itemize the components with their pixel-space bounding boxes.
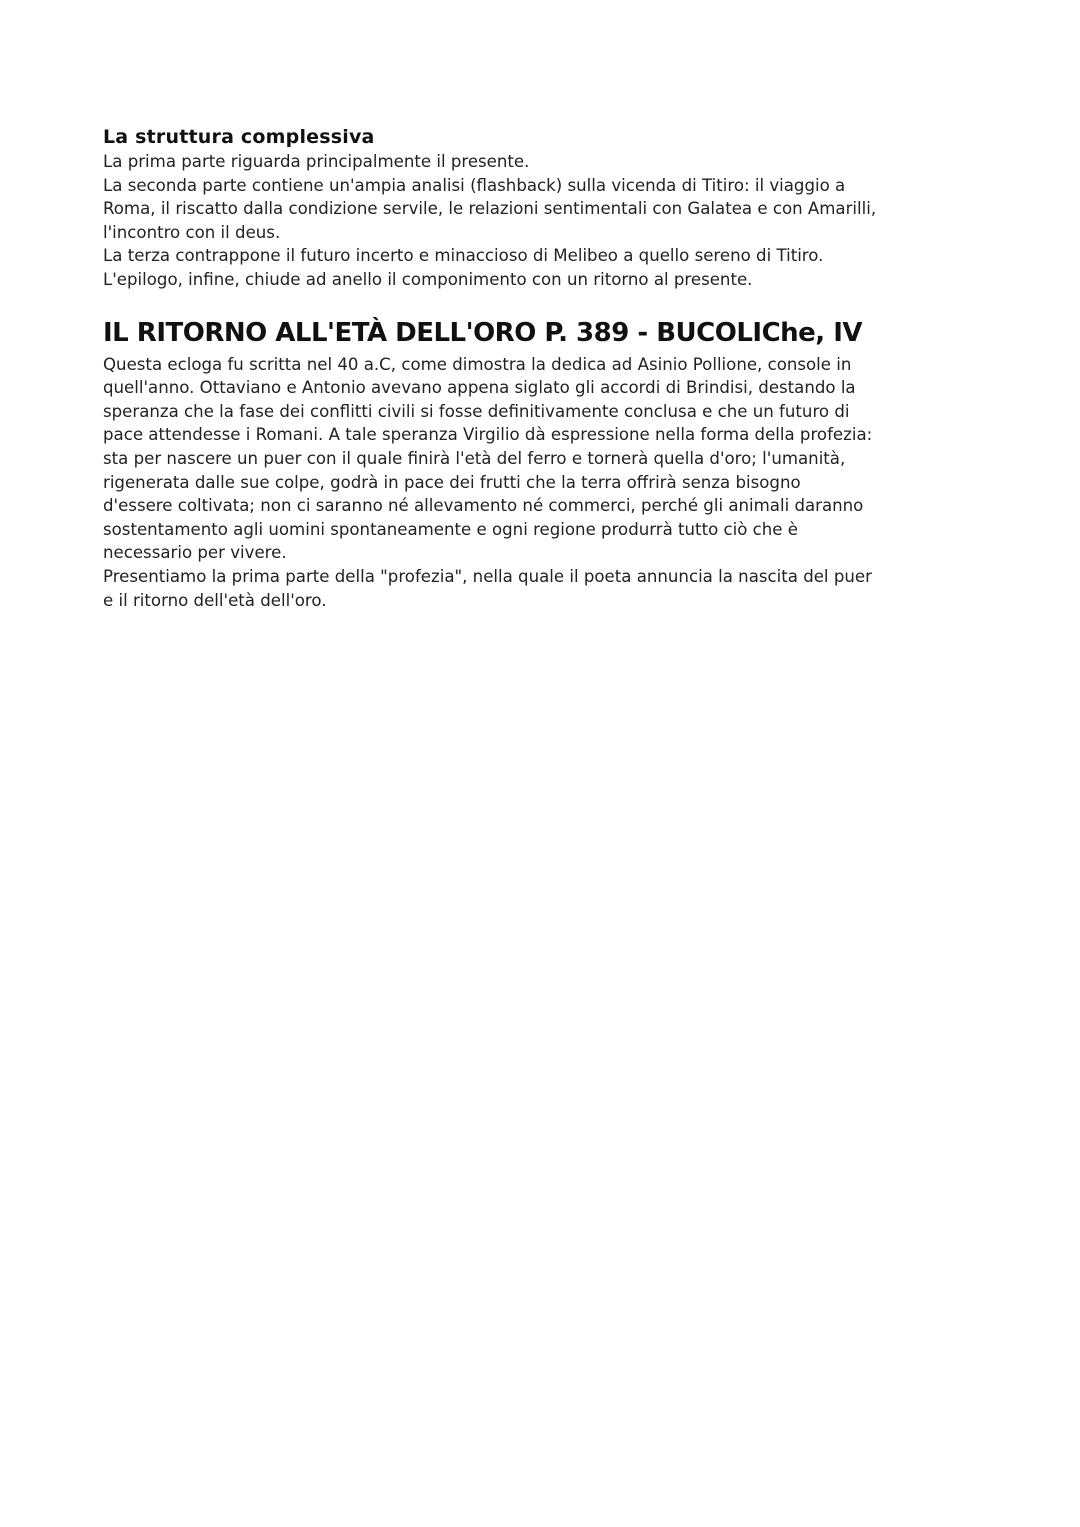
text-line: La seconda parte contiene un'ampia analisi (flashback) sulla vicenda di Titiro: il viaggio a xyxy=(103,175,846,195)
text-line: L'epilogo, infine, chiude ad anello il componimento con un ritorno al presente. xyxy=(103,269,753,289)
text-line: La prima parte riguarda principalmente il presente. xyxy=(103,152,530,171)
section-subtitle: La struttura complessiva xyxy=(103,126,375,148)
section-title: IL RITORNO ALL'ETÀ DELL'ORO P. 389 - BUCOLIChe, IV xyxy=(103,317,863,348)
text-line: e il ritorno dell'età dell'oro. xyxy=(103,590,327,610)
document-page xyxy=(103,124,983,612)
text-line: speranza che la fase dei conflitti civili si fosse definitivamente conclusa e che un futuro di xyxy=(103,401,850,421)
text-line: Roma, il riscatto dalla condizione servile, le relazioni sentimentali con Galatea e con Amarilli, xyxy=(103,199,877,219)
text-line: sta per nascere un puer con il quale finirà l'età del ferro e tornerà quella d'oro; l'umanità, xyxy=(103,448,846,468)
text-line: sostentamento agli uomini spontaneamente e ogni regione produrrà tutto ciò che è xyxy=(103,519,798,539)
text-line: pace attendesse i Romani. A tale speranza Virgilio dà espressione nella forma della profezia: xyxy=(103,425,873,445)
section-golden-age xyxy=(103,316,983,613)
text-line: quell'anno. Ottaviano e Antonio avevano appena siglato gli accordi di Brindisi, destando la xyxy=(103,378,856,398)
text-line: necessario per vivere. xyxy=(103,543,287,563)
text-line: Presentiamo la prima parte della "profezia", nella quale il poeta annuncia la nascita del puer xyxy=(103,566,872,586)
text-line: l'incontro con il deus. xyxy=(103,222,281,242)
text-line: rigenerata dalle sue colpe, godrà in pace dei frutti che la terra offrirà senza bisogno xyxy=(103,472,801,492)
text-line: d'essere coltivata; non ci saranno né allevamento né commerci, perché gli animali daranno xyxy=(103,496,864,516)
text-line: Questa ecloga fu scritta nel 40 a.C, come dimostra la dedica ad Asinio Pollione, console in xyxy=(103,354,852,374)
section-structure xyxy=(103,124,983,292)
text-line: La terza contrappone il futuro incerto e minaccioso di Melibeo a quello sereno di Titiro. xyxy=(103,246,824,266)
